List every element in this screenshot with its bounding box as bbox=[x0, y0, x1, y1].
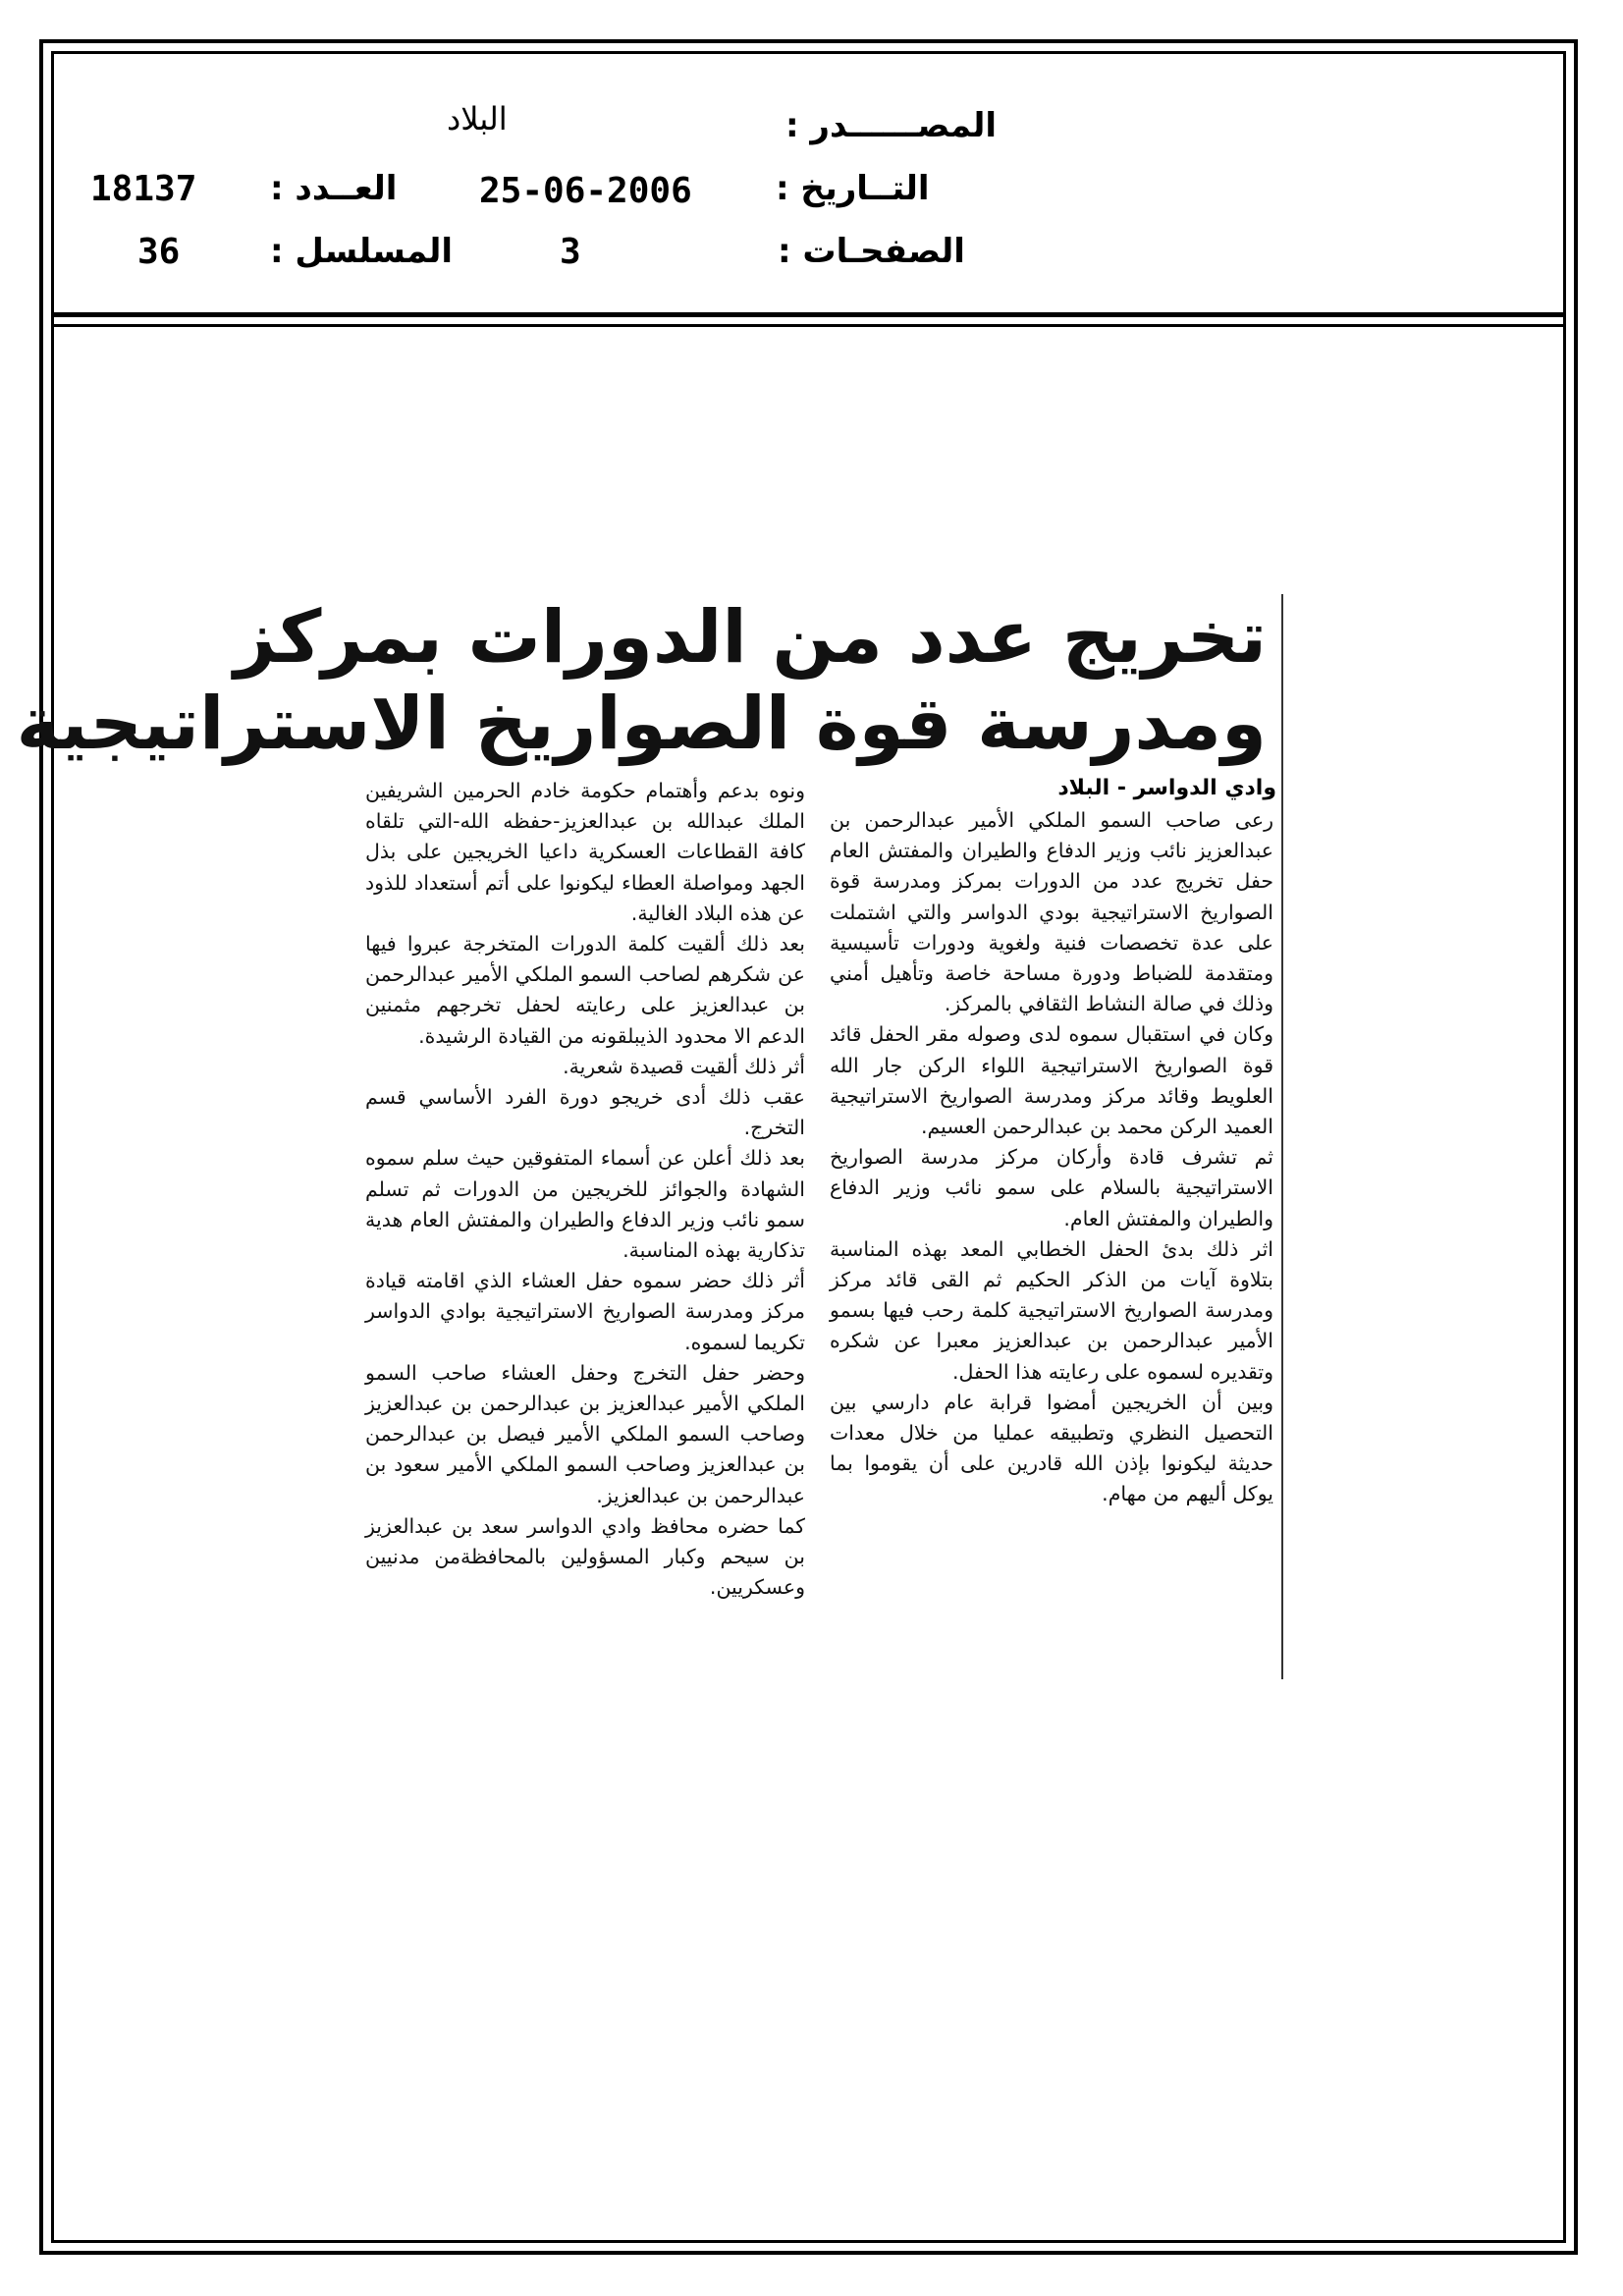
article-paragraph: ونوه بدعم وأهتمام حكومة خادم الحرمين الشريفين الملك عبدالله بن عبدالعزيز-حفظه الله-التي تلقاه كافة القطاعات العسكرية داعيا الخريجين على بذل الجهد ومواصلة العطاء ليكونوا على أتم أستعداد للذود عن هذه البلاد الغالية. bbox=[365, 779, 805, 925]
article-paragraph: وحضر حفل التخرج وحفل العشاء صاحب السمو الملكي الأمير عبدالعزيز بن عبدالرحمن بن عبدالعزيز وصاحب السمو الملكي الأمير فيصل بن عبدالرحمن بن عبدالعزيز وصاحب السمو الملكي الأمير سعود بن عبدالرحمن بن عبدالعزيز. bbox=[365, 1360, 805, 1507]
inner-border bbox=[16, 51, 1566, 2243]
article-paragraph: بعد ذلك أعلن عن أسماء المتفوقين حيث سلم سموه الشهادة والجوائز للخريجين من الدورات ثم تسلم سمو نائب وزير الدفاع والطيران والمفتش العام هدية تذكارية بهذه المناسبة. bbox=[365, 1146, 805, 1263]
article-paragraph: عقب ذلك أدى خريجو دورة الفرد الأساسي قسم التخرج. bbox=[365, 1085, 805, 1140]
source-value: البلاد bbox=[447, 100, 508, 137]
source-label: المصــــــدر : bbox=[785, 106, 998, 145]
article-paragraph: ثم تشرف قادة وأركان مركز مدرسة الصواريخ الاستراتيجية بالسلام على سمو نائب وزير الدفاع والطيران والمفتش العام. bbox=[830, 1145, 1273, 1230]
article-paragraph: كما حضره محافظ وادي الدواسر سعد بن عبدالعزيز بن سيحم وكبار المسؤولين بالمحافظةمن مدنيين وعسكريين. bbox=[365, 1513, 805, 1600]
headline-line-2: ومدرسة قوة الصواريخ الاستراتيجية bbox=[16, 682, 1267, 766]
issue-value: 18137 bbox=[90, 169, 197, 209]
article-paragraph: أثر ذلك ألقيت قصيدة شعرية. bbox=[563, 1054, 805, 1078]
article-paragraph: وبين أن الخريجين أمضوا قرابة عام دارسي بين التحصيل النظري وتطبيقه عمليا من خلال معدات حديثة ليكونوا بإذن الله قادرين على أن يقوموا بما يوكل أليهم من مهام. bbox=[830, 1390, 1273, 1506]
pages-label: الصفحـات : bbox=[778, 232, 965, 271]
column-rule bbox=[1281, 594, 1283, 1679]
date-label: التــاريخ : bbox=[776, 169, 930, 208]
serial-label: المسلسل : bbox=[270, 232, 454, 271]
issue-label: العــدد : bbox=[270, 169, 398, 208]
article-left-column bbox=[365, 776, 805, 1603]
headline-line-1: تخريج عدد من الدورات بمركز bbox=[234, 595, 1267, 680]
article-paragraph: وكان في استقبال سموه لدى وصوله مقر الحفل قائد قوة الصواريخ الاستراتيجية اللواء الركن جار الله العلويط وقائد مركز ومدرسة الصواريخ الاستراتيجية العميد الركن محمد بن عبدالرحمن العسيم. bbox=[830, 1022, 1273, 1139]
article-paragraph: اثر ذلك بدئ الحفل الخطابي المعد بهذه المناسبة بتلاوة آيات من الذكر الحكيم ثم القى قائد مركز ومدرسة الصواريخ الاستراتيجية كلمة رحب فيها بسمو الأمير عبدالرحمن بن عبدالعزيز معبرا عن شكره وتقديره لسموه على رعايته هذا الحفل. bbox=[830, 1236, 1273, 1384]
serial-value: 36 bbox=[137, 232, 181, 272]
article-paragraph: رعى صاحب السمو الملكي الأمير عبدالرحمن بن عبدالعزيز نائب وزير الدفاع والطيران والمفتش العام حفل تخريج عدد من الدورات بمركز ومدرسة قوة الصواريخ الاستراتيجية بودي الدواسر والتي اشتملت على عدة تخصصات فنية ولغوية ودورات تأسيسية ومتقدمة للضباط ودورة مساحة خاصة وتأهيل أمني وذلك في صالة النشاط الثقافي بالمركز. bbox=[830, 808, 1273, 1016]
byline: وادي الدواسر - البلاد bbox=[1057, 776, 1276, 800]
article-right-column bbox=[830, 805, 1273, 1510]
article-paragraph: بعد ذلك ألقيت كلمة الدورات المتخرجة عبروا فيها عن شكرهم لصاحب السمو الملكي الأمير عبدالرحمن بن عبدالعزيز على رعايته لحفل تخرجهم مثمنين الدعم الا محدود الذيبلقونه من القيادة الرشيدة. bbox=[365, 932, 805, 1048]
article-paragraph: أثر ذلك حضر سموه حفل العشاء الذي اقامته قيادة مركز ومدرسة الصواريخ الاستراتيجية بوادي الدواسر تكريما لسموه. bbox=[365, 1269, 805, 1354]
pages-value: 3 bbox=[560, 232, 581, 272]
date-value: 25-06-2006 bbox=[479, 171, 692, 211]
header-divider bbox=[51, 312, 1566, 317]
header-divider-secondary bbox=[51, 324, 1566, 327]
